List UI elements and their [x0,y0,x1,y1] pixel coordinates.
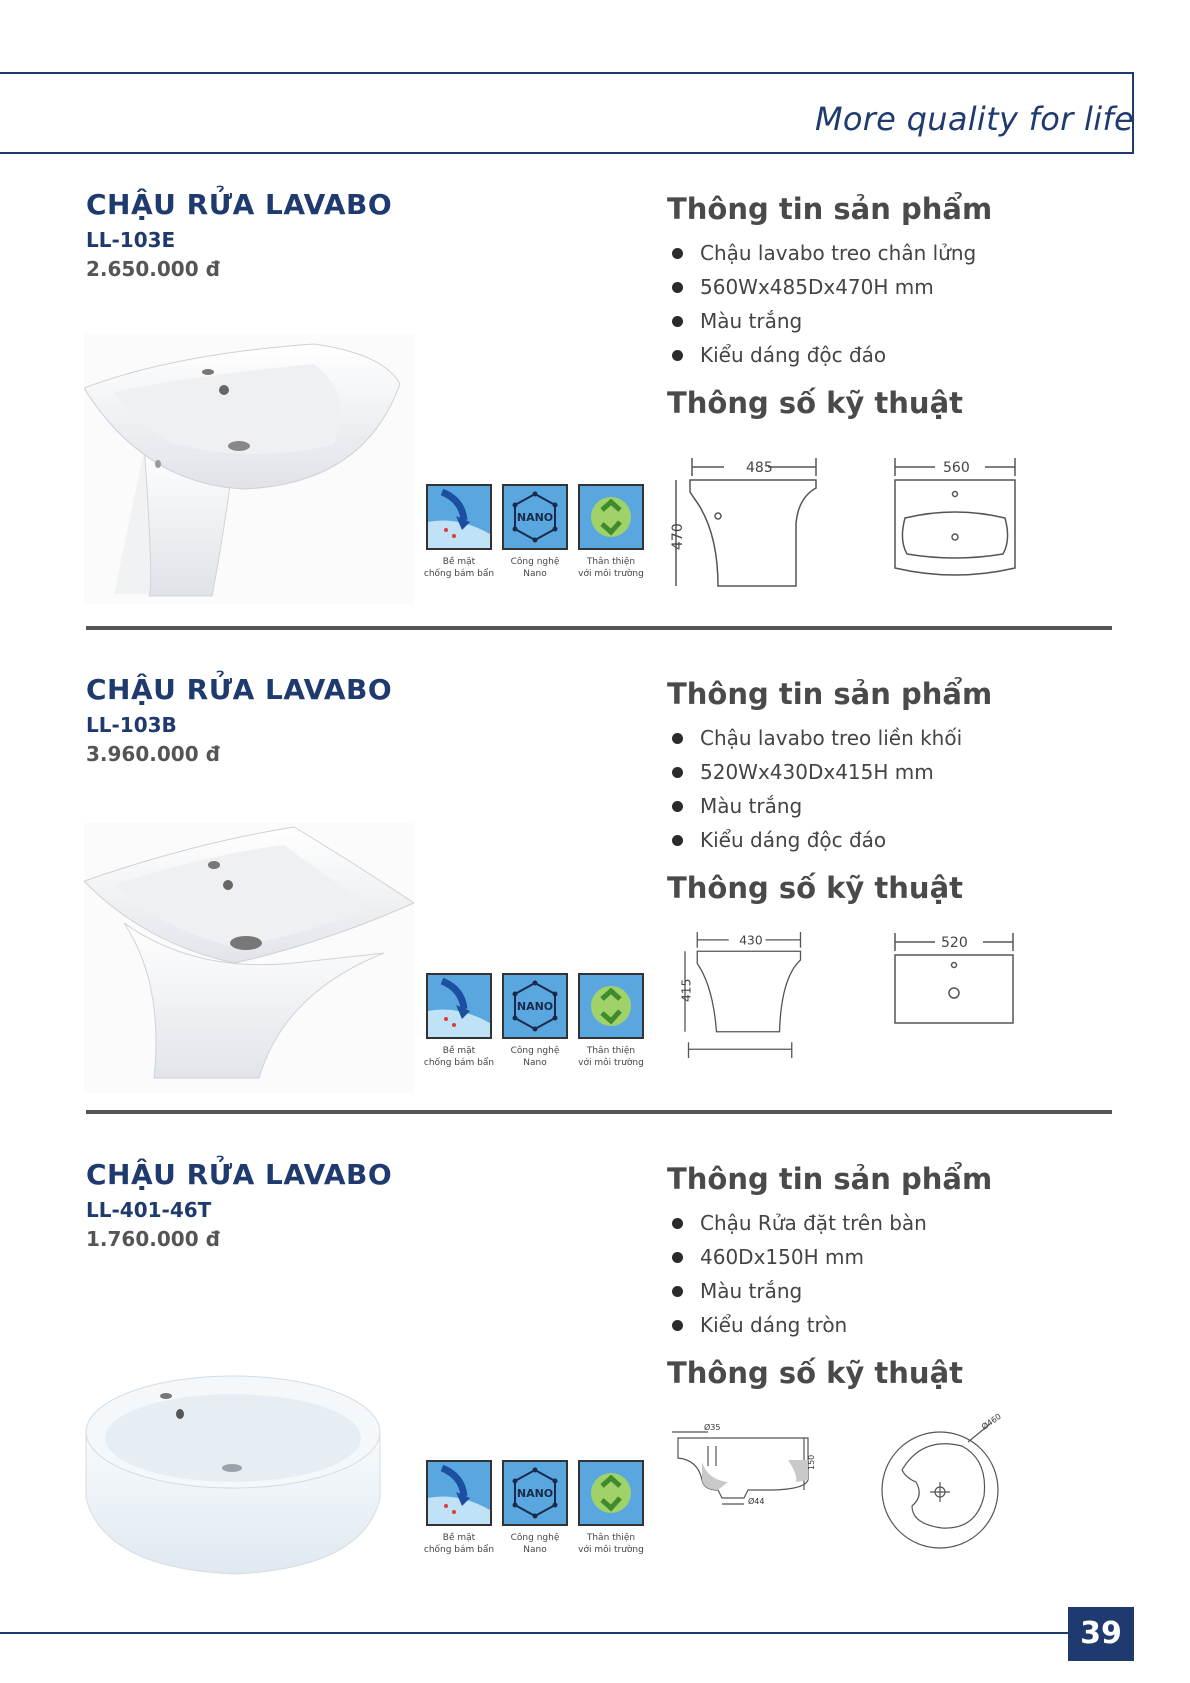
feature-item: Kiểu dáng độc đáo [672,823,962,857]
badge-caption: Công nghệ Nano [510,1046,560,1068]
feature-item: Màu trắng [672,304,976,338]
feature-item: Kiểu dáng độc đáo [672,338,976,372]
product-title: CHẬU RỬA LAVABO [86,1158,393,1191]
spec-title: Thông số kỹ thuật [667,386,964,420]
badge-caption: Bề mặt chống bám bẩn [423,1046,495,1068]
feature-item: 560Wx485Dx470H mm [672,270,976,304]
svg-text:Ø44: Ø44 [748,1497,765,1506]
product-ll-401-46t [0,1158,1190,1638]
badge-caption: Công nghệ Nano [510,1533,560,1555]
top-view-drawing [872,1410,1022,1560]
section-view-drawing [668,1420,818,1510]
svg-text:Ø460: Ø460 [979,1411,1003,1432]
spec-title: Thông số kỹ thuật [667,871,964,905]
section-divider [86,1110,1112,1114]
feature-list [672,1206,927,1342]
product-code: LL-401-46T [86,1198,212,1222]
side-view-drawing [668,450,828,590]
product-code: LL-103B [86,713,177,737]
feature-item: Màu trắng [672,1274,927,1308]
svg-text:470: 470 [670,523,686,550]
product-ll-103e [0,188,1190,668]
product-photo [84,334,414,604]
svg-text:415: 415 [679,978,694,1002]
eco-friendly-icon [578,484,644,550]
feature-item: Chậu lavabo treo liền khối [672,721,962,755]
product-photo [84,823,414,1093]
nano-icon-text: NANO [516,511,554,524]
anti-stain-icon [426,973,492,1039]
feature-item: Kiểu dáng tròn [672,1308,927,1342]
product-code: LL-103E [86,228,176,252]
feature-badges [420,484,650,584]
page-number: 39 [1068,1607,1134,1661]
svg-text:520: 520 [941,935,968,951]
product-price: 3.960.000 đ [86,742,220,766]
product-title: CHẬU RỬA LAVABO [86,188,393,221]
anti-stain-icon [426,484,492,550]
product-ll-103b [0,673,1190,1153]
anti-stain-icon [426,1460,492,1526]
nano-icon-text: NANO [516,1000,554,1013]
product-title: CHẬU RỬA LAVABO [86,673,393,706]
side-view-drawing [668,925,828,1065]
eco-friendly-icon [578,973,644,1039]
top-view-drawing [885,925,1035,1065]
tagline: More quality for life [814,100,1134,138]
badge-caption: Công nghệ Nano [510,557,560,579]
feature-list [672,721,962,857]
feature-badges [420,1460,650,1560]
spec-title: Thông số kỹ thuật [667,1356,964,1390]
info-title: Thông tin sản phẩm [667,1162,993,1196]
feature-item: Chậu lavabo treo chân lửng [672,236,976,270]
svg-text:150: 150 [807,1454,816,1470]
badge-caption: Thân thiện với môi trường [578,1046,644,1068]
top-view-drawing [885,450,1035,590]
nano-icon-text: NANO [516,1487,554,1500]
feature-list [672,236,976,372]
badge-caption: Bề mặt chống bám bẩn [423,1533,495,1555]
footer-line [0,1632,1068,1634]
svg-text:Ø35: Ø35 [704,1423,721,1432]
product-price: 1.760.000 đ [86,1227,220,1251]
feature-badges [420,973,650,1073]
section-divider [86,626,1112,630]
nano-tech-icon [502,484,568,550]
svg-text:560: 560 [943,460,970,476]
info-title: Thông tin sản phẩm [667,677,993,711]
badge-caption: Thân thiện với môi trường [578,557,644,579]
product-photo [84,1368,384,1578]
feature-item: Màu trắng [672,789,962,823]
feature-item: 520Wx430Dx415H mm [672,755,962,789]
svg-text:485: 485 [746,460,773,476]
eco-friendly-icon [578,1460,644,1526]
product-price: 2.650.000 đ [86,257,220,281]
badge-caption: Thân thiện với môi trường [578,1533,644,1555]
feature-item: 460Dx150H mm [672,1240,927,1274]
badge-caption: Bề mặt chống bám bẩn [423,557,495,579]
nano-tech-icon [502,973,568,1039]
svg-text:430: 430 [739,933,763,948]
nano-tech-icon [502,1460,568,1526]
info-title: Thông tin sản phẩm [667,192,993,226]
feature-item: Chậu Rửa đặt trên bàn [672,1206,927,1240]
